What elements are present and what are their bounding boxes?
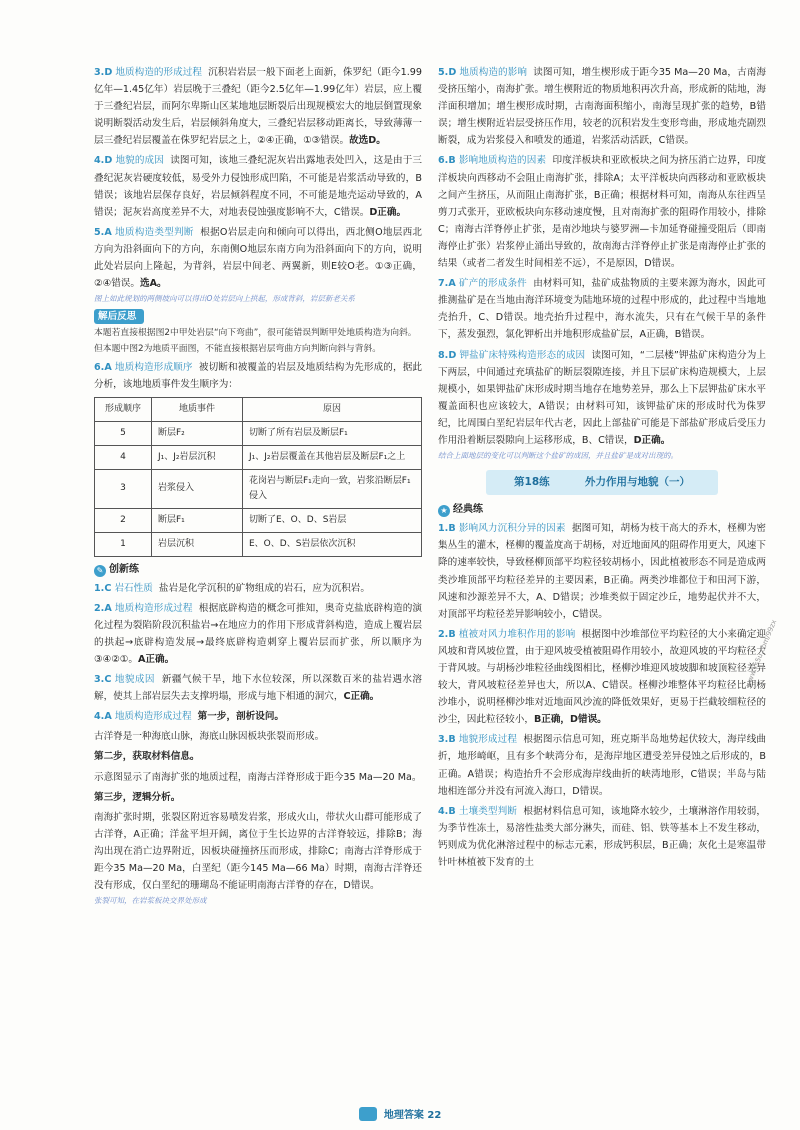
answer-verdict: 故选D。 (349, 135, 386, 147)
analysis-box (94, 308, 422, 357)
topic-tag: 影响地质构造的因素 (458, 155, 547, 167)
step-label: 第三步，逻辑分析。 (94, 791, 181, 803)
answer-verdict: D正确。 (633, 434, 671, 446)
table-cell: E、O、D、S岩层依次沉积 (243, 532, 422, 556)
brand-logo-icon (359, 1107, 377, 1121)
answer-item (94, 600, 422, 668)
answer-item (438, 803, 766, 871)
question-number: 5.A (94, 226, 112, 238)
table-cell: 断层F₁ (152, 508, 243, 532)
topic-tag: 地质构造类型判断 (115, 226, 194, 238)
topic-tag: 地貌形成过程 (458, 734, 518, 746)
topic-tag: 岩石性质 (114, 582, 153, 594)
table-cell: 断层F₂ (152, 421, 243, 445)
topic-tag: 植被对风力堆积作用的影响 (458, 628, 576, 640)
table-row (95, 421, 422, 445)
table-cell: J₁、J₂岩层沉积 (152, 445, 243, 469)
answer-item (94, 64, 422, 149)
topic-tag: 地质构造形成顺序 (114, 362, 193, 374)
question-number: 2.A (94, 602, 112, 614)
right-column (438, 64, 766, 874)
question-number: 8.D (438, 349, 457, 361)
answer-item (438, 731, 766, 799)
table-cell: 岩浆侵入 (152, 469, 243, 508)
table-row (95, 469, 422, 508)
table-header-row (95, 397, 422, 421)
answer-text: 根据底辟构造的概念可推知，奥奇克盐底辟构造的演化过程为裂陷阶段沉积盐岩→在地应力的作用下形成背斜构造，造成上覆岩层的拱起→底辟构造发展→最终底辟构造刺穿上覆岩层而扩张，所以顺序为③④②①。 (94, 602, 422, 665)
answer-item (438, 520, 766, 623)
section-heading-classic (438, 501, 766, 518)
table-cell: J₁、J₂岩层覆盖在其他岩层及断层F₁之上 (243, 445, 422, 469)
answer-item (438, 347, 766, 450)
question-number: 1.C (94, 582, 112, 594)
question-number: 5.D (438, 67, 457, 78)
table-row (95, 532, 422, 556)
question-number: 4.A (94, 711, 112, 723)
answer-item (438, 626, 766, 729)
answer-verdict: C正确。 (343, 691, 380, 703)
answer-item (438, 275, 766, 343)
table-cell: 2 (95, 508, 152, 532)
answer-verdict: A正确。 (138, 653, 175, 665)
answer-text: 根据材料信息可知，该地降水较少，土壤淋溶作用较弱，为季节性冻土，易溶性盐类大部分淋失，而硅、铝、铁等基本上不发生移动，钙则成为优化淋溶过程中的标志元素，形成钙积层，B正确；灰化土是寒温带针叶林植被下发育的土 (438, 805, 766, 869)
table-cell: 1 (95, 532, 152, 556)
answer-item (94, 671, 422, 705)
answer-text: 由材料可知，盐矿成盐物质的主要来源为海水，因此可推测盐矿是在当地由海洋环境变为陆地环境的过程中形成的，此过程中当地地壳抬升，C、D错误。地壳抬升过程中，海水流失，只有在气候干旱的条件下，蒸发强烈，氯化钾析出并地积形成盐矿层，A正确，B错误。 (438, 278, 766, 341)
analysis-box-text: 本题若直接根据图2中甲处岩层“向下弯曲”，很可能错误判断甲处地质构造为向斜。但本题中图2为地质平面图，不能直接根据岩层弯曲方向判断向斜与背斜。 (94, 328, 417, 355)
step-text: 南海扩张时期，张裂区附近容易喷发岩浆，形成火山，带状火山群可能形成了古洋脊，A正确；洋盆平坦开阔，离位于生长边界的古洋脊较远，排除B；海沟出现在消亡边界附近，因板块碰撞挤压而形成，排除C；南海古洋脊形成于距今35 Ma—20 Ma，白垩纪（距今145 Ma—66 Ma）时期，南海古洋脊还没有形成，仅白垩纪的珊瑚岛不能证明南海古洋脊的存在，D错误。 (94, 811, 422, 892)
answer-verdict: D正确。 (369, 206, 407, 218)
table-cell: 花岗岩与断层F₁走向一致，岩浆沿断层F₁侵入 (243, 469, 422, 508)
handwritten-note: 张裂可知，在岩浆板块交界处形成 (94, 896, 207, 906)
answer-text: 沉积岩岩层一般下面老上面新，侏罗纪（距今1.99亿年—1.45亿年）岩层晚于三叠纪（距今2.5亿年—1.99亿年）岩层，应上覆于三叠纪岩层，而阿尔卑斯山区某地地层断裂后出现规模宏大的地层倒置现象说明断裂活动发生后，岩层倾斜角度大，三叠纪岩层移动距离长，导致薄薄一层三叠纪岩层覆盖在侏罗纪岩层之上，②④正确，①③错误。 (94, 67, 422, 147)
star-icon: ★ (438, 505, 450, 517)
question-number: 3.C (94, 674, 112, 686)
page-footer (0, 1106, 800, 1121)
handwritten-note: 结合上面地层的变化可以判断这个盐矿的成因，并且盐矿是成对出现的。 (438, 451, 678, 461)
answer-item (94, 224, 422, 292)
lesson-header (438, 470, 766, 495)
answer-text: 据图可知，胡杨为枝干高大的乔木，柽柳为密集丛生的灌木，柽柳的覆盖度高于胡杨，对近地面风的阻碍作用更大，风速下降的速率较快，导致柽柳顶部平均粒径较胡杨小，因此植被形态不同是造成两类沙堆顶部平均粒径差异的主要因素，B正确。两类沙堆都位于和田河下游，风速和沙源差异不大，A、D错误；沙堆类似于固定沙丘，地势起伏并不大，对顶部平均粒径差异影响较小，C错误。 (438, 523, 767, 620)
answer-text: 根据O岩层走向和倾向可以得出，西北侧O地层西北方向为沿斜面向下的方向，东南侧O地层东南方向为沿斜面向下的方向，说明此处岩层向上隆起，为背斜，岩层中间老、两翼新，则E较O老。①③正确，②④错误。 (94, 226, 423, 290)
table-row (95, 508, 422, 532)
question-number: 3.B (438, 734, 456, 746)
answer-text: 根据图中沙堆部位平均粒径的大小来确定迎风坡和背风坡位置，由于迎风坡受植被阻碍作用较小，故迎风坡的平均粒径大于背风坡。与胡杨沙堆粒径曲线图相比，柽柳沙堆迎风坡坡脚和坡顶粒径差异较大，背风坡粒径差异也大，所以A、C错误。柽柳沙堆整体平均粒径比胡杨沙堆小，说明柽柳沙堆对近地面风沙流的降低效果好，更易于拦截较细粒径的沙尘，因此粒径较小， (438, 628, 766, 726)
topic-tag: 矿产的形成条件 (458, 278, 527, 290)
answer-text: 被切断和被覆盖的岩层及地质结构为先形成的，据此分析，该地地质事件发生顺序为： (94, 362, 422, 391)
question-number: 3.D (94, 67, 113, 78)
answer-item (438, 152, 766, 272)
topic-tag: 地貌成因 (114, 674, 155, 686)
table-row (95, 445, 422, 469)
answer-text: 新疆气候干旱，地下水位较深，所以深数百米的盐岩遇水溶解，使其上部岩层失去支撑坍塌，形成与地下相通的洞穴， (94, 674, 422, 703)
table-cell: 岩层沉积 (152, 532, 243, 556)
topic-tag: 地质构造的形成过程 (115, 67, 202, 78)
answer-item (94, 359, 422, 393)
question-number: 4.D (94, 155, 113, 167)
table-cell: 5 (95, 421, 152, 445)
question-number: 7.A (438, 278, 456, 290)
question-number: 6.A (94, 362, 112, 374)
table-header: 原因 (243, 397, 422, 421)
answer-text: 根据图示信息可知，班克斯半岛地势起伏较大，海岸线曲折，地形崎岖，且有多个峡湾分布，是海岸地区遭受差异侵蚀之后形成的，B正确。A错误；构造抬升不会形成海岸线曲折的峡湾地形，C错误；半岛与陆地相连部分并没有河流入海口，D错误。 (438, 734, 766, 797)
answer-verdict: 选A。 (139, 278, 167, 290)
question-number: 4.B (438, 805, 456, 817)
table-cell: 切断了所有岩层及断层F₁ (243, 421, 422, 445)
table-cell: 3 (95, 469, 152, 508)
step-text: 示意图显示了南海扩张的地质过程，南海古洋脊形成于距今35 Ma—20 Ma。 (94, 771, 422, 783)
step-label: 第二步，获取材料信息。 (94, 751, 200, 763)
topic-tag: 钾盐矿床特殊构造形态的成因 (459, 349, 586, 361)
answer-item (94, 708, 422, 725)
answer-item (438, 64, 766, 149)
analysis-box-title: 解后反思 (94, 309, 144, 324)
answer-text: 读图可知，增生楔形成于距今35 Ma—20 Ma，古南海受挤压缩小，南海扩张。增生楔附近的物质地积再次升高，形成新的陆地，海洋面积增加；增生楔形成时期，古南海面积缩小，南海呈现扩张的趋势，B错误；增生楔附近岩层受挤压作用，较老的沉积岩发生变形弯曲，形成地壳剧烈断裂，成为岩浆侵入和喷发的通道，岩浆活动活跃，C错误。 (438, 67, 766, 147)
table-header: 地质事件 (152, 397, 243, 421)
topic-tag: 地质构造形成过程 (114, 602, 193, 614)
answer-text: 读图可知，该地三叠纪泥灰岩出露地表处凹入，这是由于三叠纪泥灰岩硬度较低，易受外力侵蚀形成凹陷，不可能是岩浆活动导致的，B错误；该地岩层保存良好，岩层倾斜程度不同，不可能是地壳运动导致的，A错误；泥灰岩高度差异不大，对地表侵蚀强度影响不大，C错误。 (94, 155, 423, 218)
question-number: 1.B (438, 523, 456, 535)
pencil-icon: ✎ (94, 565, 106, 577)
answer-text: 读图可知，“二层楼”钾盐矿床构造分为上下两层，中间通过充填盐矿的断层裂隙连接，并且下层矿床构造规模大，上层规模小，如果钾盐矿床形成时期当地存在地势差异，那么上下层钾盐矿床水平覆盖面积也应该较大，A错误；由材料可知，该钾盐矿床的形成时代为侏罗纪，比周围白垩纪岩层年代古老，因此上部盐矿可能是下部盐矿形成后受压力作用沿着断层裂隙向上运移形成，B、C错误， (438, 349, 766, 446)
answer-item (94, 152, 422, 220)
lesson-number: 第18练 (500, 472, 564, 493)
answer-item (94, 580, 422, 597)
answer-text: 盐岩是化学沉积的矿物组成的岩石，应为沉积岩。 (158, 582, 370, 594)
section-heading-text: 经典练 (453, 504, 483, 516)
question-number: 2.B (438, 628, 456, 640)
lesson-title: 外力作用与地貌（一） (571, 472, 704, 493)
event-table (94, 397, 422, 557)
watermark: www.ks5u.com/99zx (744, 618, 779, 688)
section-heading-text: 创新练 (109, 563, 139, 575)
question-number: 6.B (438, 155, 456, 167)
left-column (94, 64, 422, 909)
table-cell: 切断了E、O、D、S岩层 (243, 508, 422, 532)
step-label: 第一步，剖析设问。 (197, 711, 285, 723)
topic-tag: 土壤类型判断 (458, 805, 518, 817)
topic-tag: 影响风力沉积分异的因素 (458, 523, 566, 535)
handwritten-note: 图上如此规划的两侧坡向可以得出O处岩层向上拱起，形成背斜，岩层新老关系 (94, 294, 355, 304)
topic-tag: 地质构造形成过程 (114, 711, 192, 723)
step-text: 古洋脊是一种海底山脉，海底山脉因板块张裂而形成。 (94, 731, 325, 743)
answer-verdict: B正确，D错误。 (533, 714, 607, 726)
table-header: 形成顺序 (95, 397, 152, 421)
section-heading-innovation (94, 561, 422, 578)
table-cell: 4 (95, 445, 152, 469)
topic-tag: 地质构造的影响 (459, 67, 528, 78)
answer-text: 印度洋板块和亚欧板块之间为挤压消亡边界，印度洋板块向西移动不会阻止南海扩张，排除A；太平洋板块向西移动和亚欧板块之间产生挤压，从而阻止南海扩张，B正确；根据材料可知，南海从东往西呈剪刀式张开，亚欧板块向东移动速度慢，且对南海扩张的阻碍作用较小，排除C；南海古洋脊停止扩张，是南沙地块与婆罗洲—卡加延脊碰撞受阻后（即南海停止扩张）岩浆停止涌出导致的，故南海古洋脊停止扩张是南海停止扩张的结果（或者二者发生时间相差不远），不是原因，D错误。 (438, 155, 766, 270)
topic-tag: 地貌的成因 (115, 155, 164, 167)
page-number: 地理答案 22 (383, 1110, 442, 1121)
